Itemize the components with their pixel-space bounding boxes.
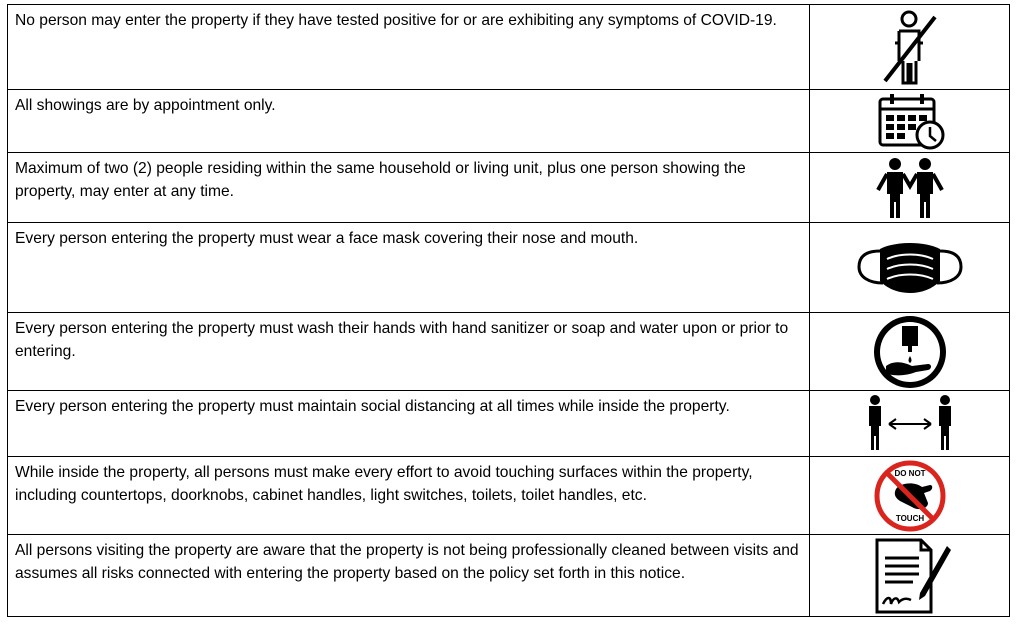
policy-text: All persons visiting the property are aware that the property is not being professionally cleaned between visits and assumes all risks connected with entering the property based on the policy set forth in this notice.	[15, 542, 799, 582]
table-row	[8, 535, 1010, 617]
policy-text-cell	[8, 313, 810, 391]
table-row	[8, 457, 1010, 535]
policy-text-cell	[8, 223, 810, 313]
table-row	[8, 90, 1010, 153]
policy-table	[7, 4, 1010, 617]
touch-label: TOUCH	[895, 513, 924, 523]
policy-text-cell	[8, 391, 810, 457]
icon-cell	[810, 313, 1010, 391]
two-people-icon	[875, 156, 945, 220]
table-row	[8, 313, 1010, 391]
policy-text-cell	[8, 535, 810, 617]
policy-text: All showings are by appointment only.	[15, 97, 276, 114]
icon-cell	[810, 391, 1010, 457]
policy-text: No person may enter the property if they have tested positive for or are exhibiting any symptoms of COVID-19.	[15, 12, 777, 29]
policy-text: Every person entering the property must wash their hands with hand sanitizer or soap and water upon or prior to entering.	[15, 320, 789, 360]
policy-text-cell	[8, 153, 810, 223]
policy-text-cell	[8, 457, 810, 535]
do-not-label: DO NOT	[893, 468, 926, 478]
table-row	[8, 223, 1010, 313]
face-mask-icon	[855, 237, 965, 299]
table-row	[8, 153, 1010, 223]
policy-text: Maximum of two (2) people residing within the same household or living unit, plus one person showing the property, may enter at any time.	[15, 160, 746, 200]
policy-text-cell	[8, 5, 810, 90]
policy-text-cell	[8, 90, 810, 153]
no-person-icon	[875, 7, 945, 87]
policy-text: While inside the property, all persons must make every effort to avoid touching surfaces within the property, including countertops, doorknobs, cabinet handles, light switches, toilets, toilet handles, etc.	[15, 464, 753, 504]
icon-cell	[810, 457, 1010, 535]
signed-document-icon	[867, 536, 953, 616]
icon-cell	[810, 223, 1010, 313]
hand-sanitizer-icon	[872, 314, 948, 390]
icon-cell	[810, 535, 1010, 617]
social-distancing-icon	[865, 394, 955, 454]
calendar-clock-icon	[872, 91, 948, 151]
table-row	[8, 5, 1010, 90]
policy-text: Every person entering the property must maintain social distancing at all times while inside the property.	[15, 398, 730, 415]
policy-text: Every person entering the property must wear a face mask covering their nose and mouth.	[15, 230, 639, 247]
table-row	[8, 391, 1010, 457]
do-not-touch-icon	[870, 459, 950, 533]
icon-cell	[810, 5, 1010, 90]
icon-cell	[810, 90, 1010, 153]
icon-cell	[810, 153, 1010, 223]
